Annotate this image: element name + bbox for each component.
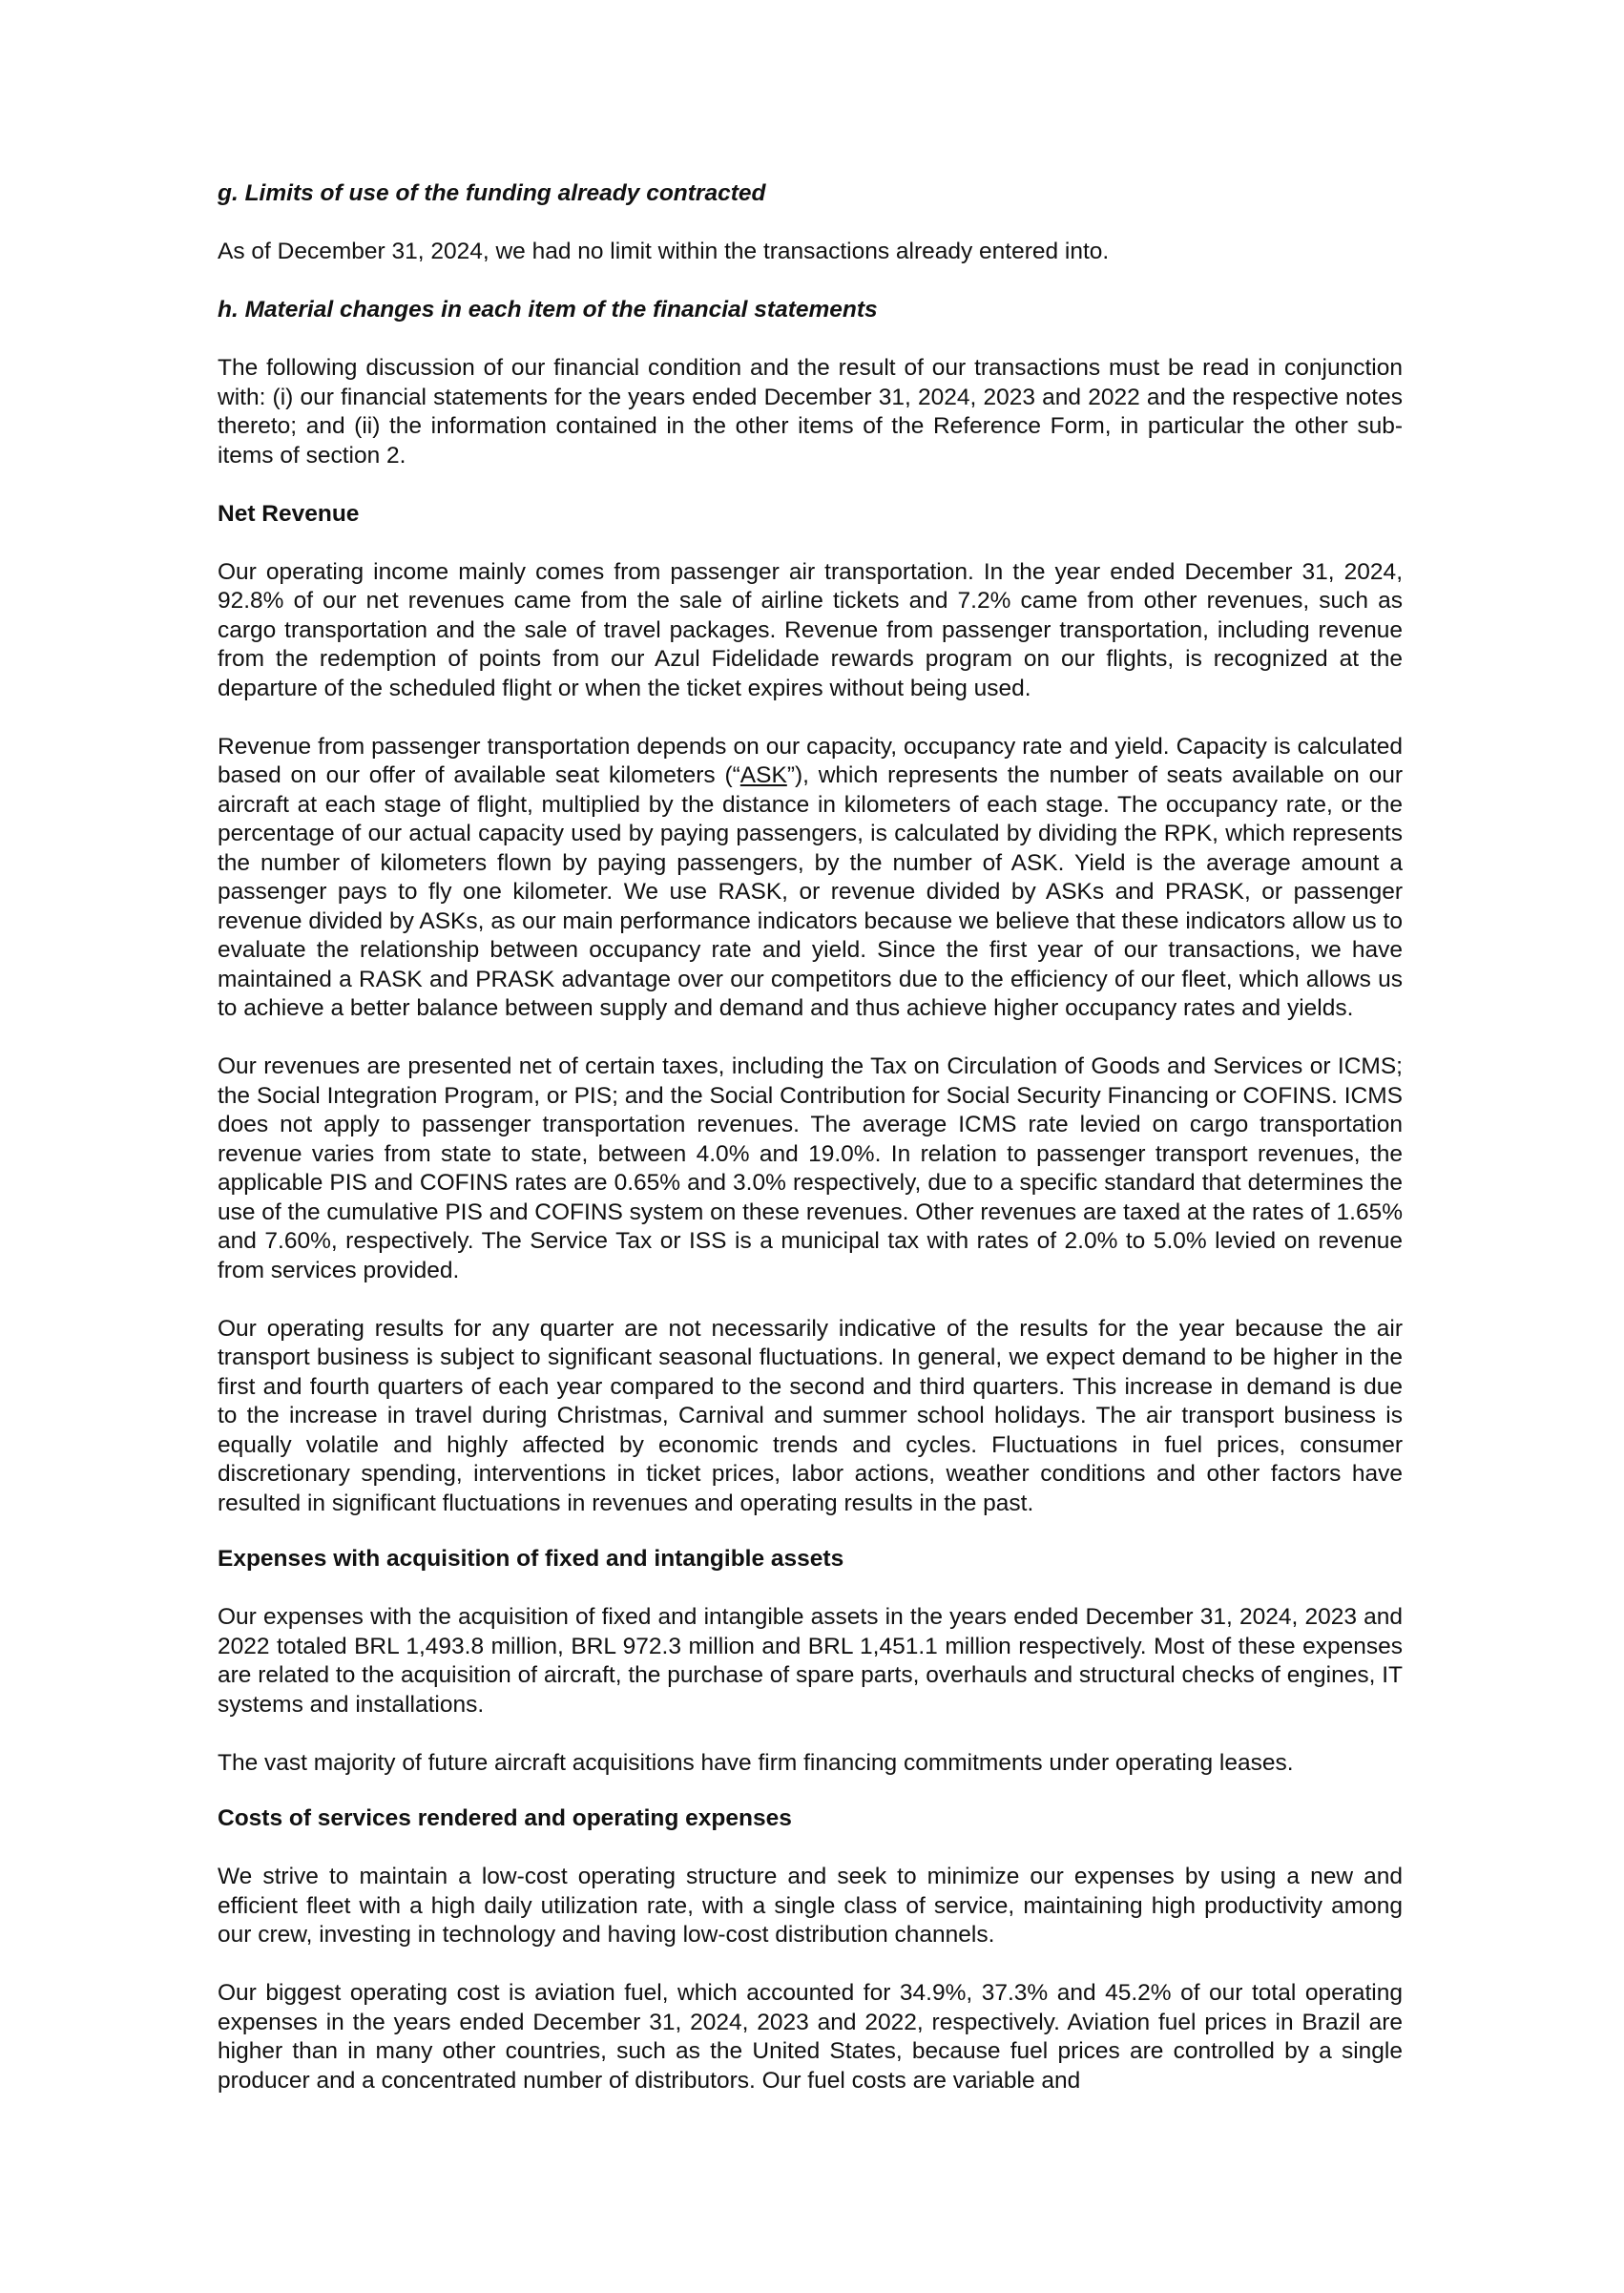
net-revenue-paragraph-2 — [218, 733, 1403, 1024]
net-revenue-paragraph-4: Our operating results for any quarter are not necessarily indicative of the results for the year because the air transport business is subject to significant seasonal fluctuations. In general, we expect demand to be higher in the first and fourth quarters of each year compared to the second and third quarters. This increase in demand is due to the increase in travel during Christmas, Carnival and summer school holidays. The air transport business is equally volatile and highly affected by economic trends and cycles. Fluctuations in fuel prices, consumer discretionary spending, interventions in ticket prices, labor actions, weather conditions and other factors have resulted in significant fluctuations in revenues and operating results in the past. — [218, 1315, 1403, 1516]
capex-paragraph-2: The vast majority of future aircraft acquisitions have firm financing commitments under operating leases. — [218, 1749, 1294, 1776]
costs-paragraph-2: Our biggest operating cost is aviation fuel, which accounted for 34.9%, 37.3% and 45.2% of our total operating expenses in the years ended December 31, 2024, 2023 and 2022, respectively. Aviation fuel prices in Brazil are higher than in many other countries, such as the United States, because fuel prices are controlled by a single producer and a concentrated number of distributors. Our fuel costs are variable and — [218, 1980, 1403, 2094]
net-revenue-heading: Net Revenue — [218, 500, 360, 527]
section-g-text: As of December 31, 2024, we had no limit within the transactions already entered into. — [218, 239, 1110, 264]
capex-paragraph-1: Our expenses with the acquisition of fixed and intangible assets in the years ended December 31, 2024, 2023 and 2022 totaled BRL 1,493.8 million, BRL 972.3 million and BRL 1,451.1 million respectively. Most of these expenses are related to the acquisition of aircraft, the purchase of spare parts, overhauls and structural checks of engines, IT systems and installations. — [218, 1604, 1403, 1718]
section-g-heading: g. Limits of use of the funding already contracted — [218, 180, 766, 206]
ask-term: ASK — [739, 762, 787, 788]
net-revenue-paragraph-2-end: ”), which represents the number of seats available on our aircraft at each stage of flight, multiplied by the distance in kilometers of each stage. The occupancy rate, or the percentage of our actual capacity used by paying passengers, is calculated by dividing the RPK, which represents the number of kilometers flown by paying passengers, by the number of ASK. Yield is the average amount a passenger pays to fly one kilometer. We use RASK, or revenue divided by ASKs and PRASK, or passenger revenue divided by ASKs, as our main performance indicators because we believe that these indicators allow us to evaluate the relationship between occupancy rate and yield. Since the first year of our transactions, we have maintained a RASK and PRASK advantage over our competitors due to the efficiency of our fleet, which allows us to achieve a better balance between supply and demand and thus achieve higher occupancy rates and yields. — [218, 762, 1403, 1021]
costs-paragraph-1: We strive to maintain a low-cost operating structure and seek to minimize our expenses by using a new and efficient fleet with a high daily utilization rate, with a single class of service, maintaining high productivity among our crew, investing in technology and having low-cost distribution channels. — [218, 1864, 1403, 1948]
costs-heading: Costs of services rendered and operating expenses — [218, 1805, 792, 1831]
capex-heading: Expenses with acquisition of fixed and intangible assets — [218, 1546, 844, 1572]
section-h-heading: h. Material changes in each item of the financial statements — [218, 297, 878, 323]
section-h-text: The following discussion of our financial condition and the result of our transactions must be read in conjunction with: (i) our financial statements for the years ended December 31, 2024, 2023 and 2022 and the respective notes thereto; and (ii) the information contained in the other items of the Reference Form, in particular the other sub-items of section 2. — [218, 355, 1403, 469]
net-revenue-paragraph-1: Our operating income mainly comes from passenger air transportation. In the year ended December 31, 2024, 92.8% of our net revenues came from the sale of airline tickets and 7.2% came from other revenues, such as cargo transportation and the sale of travel packages. Revenue from passenger transportation, including revenue from the redemption of points from our Azul Fidelidade rewards program on our flights, is recognized at the departure of the scheduled flight or when the ticket expires without being used. — [218, 558, 1403, 701]
document-page — [218, 179, 1403, 2095]
net-revenue-paragraph-3: Our revenues are presented net of certain taxes, including the Tax on Circulation of Goods and Services or ICMS; the Social Integration Program, or PIS; and the Social Contribution for Social Security Financing or COFINS. ICMS does not apply to passenger transportation revenues. The average ICMS rate levied on cargo transportation revenue varies from state to state, between 4.0% and 19.0%. In relation to passenger transport revenues, the applicable PIS and COFINS rates are 0.65% and 3.0% respectively, due to a specific standard that determines the use of the cumulative PIS and COFINS system on these revenues. Other revenues are taxed at the rates of 1.65% and 7.60%, respectively. The Service Tax or ISS is a municipal tax with rates of 2.0% to 5.0% levied on revenue from services provided. — [218, 1053, 1403, 1283]
net-revenue-paragraph-2-start: Revenue from passenger transportation depends on our capacity, occupancy rate and yield. Capacity is calculated based on our offer of available seat kilometers (“ — [218, 733, 1403, 788]
